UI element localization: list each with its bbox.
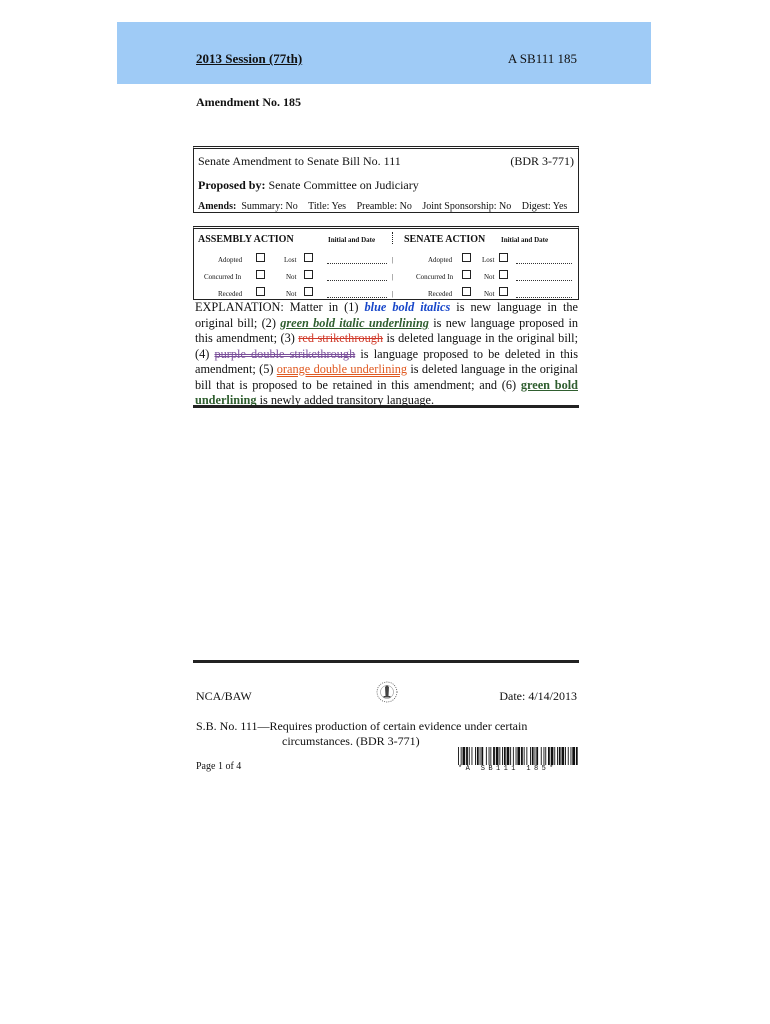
state-seal-icon (376, 681, 398, 703)
amends-joint: Joint Sponsorship: No (422, 201, 512, 212)
legend-red-strikethrough: red strikethrough (298, 331, 384, 345)
amendment-date: Date: 4/14/2013 (499, 689, 577, 703)
amendment-info-box (193, 146, 579, 213)
explanation-text: is language proposed to be deleted in this amendment; (5) (195, 346, 578, 376)
assembly-receded-label: Receded (218, 290, 243, 298)
legend-green-bold-underlining: green bold underlining (195, 377, 578, 407)
explanation-text: is newly added transitory language. (256, 393, 435, 407)
explanation-text: is new language proposed in this amendment; (3) (195, 315, 579, 345)
explanation-text: is new language in the original bill; (2) (195, 300, 578, 330)
assembly-initial-line[interactable] (327, 280, 387, 281)
amendment-title: Senate Amendment to Senate Bill No. 111 (198, 154, 401, 168)
senate-lost-checkbox[interactable] (499, 253, 508, 262)
assembly-concurred-label: Concurred In (204, 273, 242, 281)
row-pipe: | (392, 256, 394, 264)
action-box (193, 226, 579, 300)
assembly-initial-date: Initial and Date (328, 236, 376, 244)
proposed-by-value: Senate Committee on Judiciary (265, 178, 419, 192)
assembly-lost-label: Lost (284, 256, 297, 264)
legend-purple-double-strikethrough: purple double strikethrough (214, 346, 356, 361)
assembly-initial-line[interactable] (327, 263, 387, 264)
senate-not-label: Not (484, 273, 495, 281)
senate-action-heading: SENATE ACTION (404, 234, 486, 245)
senate-not-label: Not (484, 290, 495, 298)
session-label: 2013 Session (77th) (196, 51, 303, 66)
assembly-lost-checkbox[interactable] (304, 253, 313, 262)
assembly-initial-line[interactable] (327, 297, 387, 298)
proposed-by-label: Proposed by: (198, 178, 266, 192)
assembly-not-checkbox[interactable] (304, 287, 313, 296)
senate-not-checkbox[interactable] (499, 287, 508, 296)
amends-label: Amends: (198, 201, 237, 212)
assembly-receded-checkbox[interactable] (256, 287, 265, 296)
proposed-by (198, 178, 419, 193)
senate-concurred-label: Concurred In (416, 273, 454, 281)
assembly-not-label: Not (286, 290, 297, 298)
assembly-not-label: Not (286, 273, 297, 281)
bdr-number: (BDR 3-771) (510, 154, 574, 168)
amends-title: Title: Yes (308, 201, 347, 212)
senate-receded-label: Receded (428, 290, 453, 298)
bill-summary-line2: circumstances. (BDR 3-771) (282, 734, 420, 748)
assembly-adopted-label: Adopted (218, 256, 243, 264)
bill-summary-line1: S.B. No. 111—Requires production of certain evidence under certain (196, 719, 528, 733)
assembly-not-checkbox[interactable] (304, 270, 313, 279)
legend-blue-bold-italics: blue bold italics (364, 300, 451, 314)
amends-digest: Digest: Yes (521, 201, 568, 212)
amends-row (198, 201, 575, 212)
section-rule (193, 660, 579, 663)
senate-adopted-checkbox[interactable] (462, 253, 471, 262)
senate-initial-line[interactable] (516, 297, 572, 298)
explanation-text: EXPLANATION: Matter in (1) (195, 300, 365, 314)
amends-summary: Summary: No (241, 201, 298, 212)
row-pipe: | (392, 273, 394, 281)
action-divider (392, 232, 393, 244)
senate-adopted-label: Adopted (428, 256, 453, 264)
row-pipe: | (392, 290, 394, 298)
explanation-paragraph (195, 300, 578, 409)
page-number: Page 1 of 4 (196, 761, 242, 772)
senate-receded-checkbox[interactable] (462, 287, 471, 296)
assembly-action-heading: ASSEMBLY ACTION (198, 234, 294, 245)
amends-preamble: Preamble: No (356, 201, 412, 212)
senate-initial-line[interactable] (516, 263, 572, 264)
explanation-text: is deleted language in the original bill that is proposed to be retained in this amendment; and (6) (195, 362, 578, 392)
legend-green-bold-italic-underlining: green bold italic underlining (280, 315, 429, 330)
senate-initial-line[interactable] (516, 280, 572, 281)
assembly-adopted-checkbox[interactable] (256, 253, 265, 262)
barcode (458, 747, 578, 765)
barcode-text: *A SB111 185* (458, 765, 557, 773)
senate-initial-date: Initial and Date (501, 236, 549, 244)
section-rule (193, 405, 579, 408)
bill-id: A SB111 185 (507, 51, 577, 66)
senate-lost-label: Lost (482, 256, 495, 264)
drafter-initials: NCA/BAW (196, 689, 252, 703)
assembly-concurred-checkbox[interactable] (256, 270, 265, 279)
senate-concurred-checkbox[interactable] (462, 270, 471, 279)
senate-not-checkbox[interactable] (499, 270, 508, 279)
amendment-number: Amendment No. 185 (196, 95, 301, 109)
explanation-text: is deleted language in the original bill; (4) (195, 331, 578, 361)
legend-orange-double-underlining: orange double underlining (276, 362, 408, 376)
